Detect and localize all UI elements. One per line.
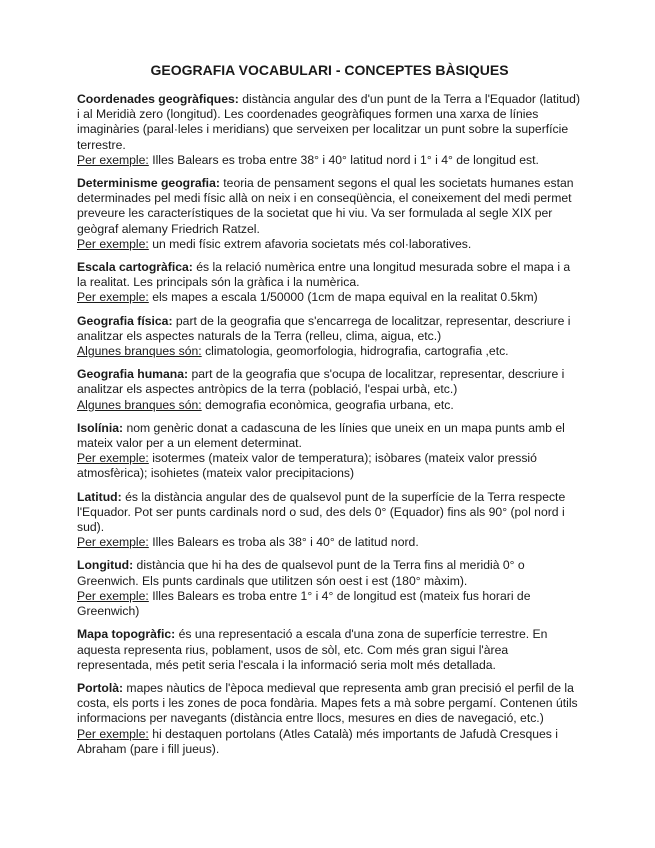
entry-term: Determinisme geografia:	[77, 176, 220, 191]
document-title: GEOGRAFIA VOCABULARI - CONCEPTES BÀSIQUES	[150, 62, 509, 78]
entry-term: Portolà:	[77, 680, 124, 695]
entry-definition-text: part de la geografia que s'ocupa de localitzar, representar, descriure i analitzar els aspectes antròpics de la terra (població, l'espai urbà, etc.)	[77, 367, 565, 397]
entry-example	[77, 344, 582, 359]
entry-definition	[77, 260, 582, 290]
entry-example	[77, 290, 582, 305]
entry-definition	[77, 558, 582, 588]
example-label: Per exemple:	[77, 588, 149, 603]
entry-term: Geografia física:	[77, 313, 173, 328]
example-text: demografia econòmica, geografia urbana, etc.	[201, 397, 454, 412]
example-label: Per exemple:	[77, 290, 149, 305]
entry-geografia-humana	[77, 367, 582, 413]
entry-list	[77, 92, 582, 757]
entry-term: Isolínia:	[77, 420, 124, 435]
entry-definition-text: mapes nàutics de l'època medieval que representa amb gran precisió el perfil de la costa, els ports i les zones de poca fondària. Mapes fets a mà sobre pergamí. Contenen útils informacions per navegants (distància entre llocs, mesures en dies de navegació, etc.)	[77, 680, 578, 726]
example-label: Algunes branques són:	[77, 344, 202, 359]
example-text: un medi físic extrem afavoria societats més col·laboratives.	[148, 236, 472, 251]
example-text: climatologia, geomorfologia, hidrografia, cartografia ,etc.	[201, 344, 509, 359]
entry-definition	[77, 627, 582, 673]
example-label: Per exemple:	[77, 726, 149, 741]
entry-definition-text: part de la geografia que s'encarrega de localitzar, representar, descriure i analitzar els aspectes naturals de la Terra (relleu, clima, aigua, etc.)	[77, 313, 571, 343]
entry-definition	[77, 681, 582, 727]
entry-definition-text: distància angular des d'un punt de la Terra a l'Equador (latitud) i al Meridià zero (longitud). Les coordenades geogràfiques formen una xarxa de línies imaginàries (paral·leles i meridians) que serveixen per localitzar un punt sobre la superfície terrestre.	[77, 92, 581, 152]
entry-definition-text: és la relació numèrica entre una longitud mesurada sobre el mapa i a la realitat. Les principals són la gràfica i la numèrica.	[77, 260, 571, 290]
entry-determinisme	[77, 176, 582, 252]
example-label: Algunes branques són:	[77, 397, 202, 412]
entry-term: Latitud:	[77, 489, 122, 504]
example-label: Per exemple:	[77, 451, 149, 466]
entry-example	[77, 589, 582, 619]
entry-definition	[77, 367, 582, 397]
entry-definition	[77, 92, 582, 153]
example-label: Per exemple:	[77, 535, 149, 550]
entry-isolinia	[77, 421, 582, 482]
entry-mapa-topografic	[77, 627, 582, 673]
entry-term: Geografia humana:	[77, 367, 189, 382]
entry-escala	[77, 260, 582, 306]
document-page	[77, 62, 582, 765]
entry-latitud	[77, 490, 582, 551]
entry-definition	[77, 314, 582, 344]
example-text: Illes Balears es troba entre 38° i 40° latitud nord i 1° i 4° de longitud est.	[148, 152, 539, 167]
entry-definition	[77, 490, 582, 536]
entry-definition-text: teoria de pensament segons el qual les societats humanes estan determinades pel medi físic allà on neix i en conseqüència, el coneixement del medi permet preveure les característiques de la societat que hi viu. Va ser formulada al segle XIX per geògraf alemany Friedrich Ratzel.	[77, 176, 574, 236]
entry-term: Escala cartogràfica:	[77, 260, 193, 275]
example-text: els mapes a escala 1/50000 (1cm de mapa equival en la realitat 0.5km)	[148, 290, 538, 305]
entry-definition	[77, 176, 582, 237]
example-label: Per exemple:	[77, 236, 149, 251]
entry-geografia-fisica	[77, 314, 582, 360]
example-text: hi destaquen portolans (Atles Català) més importants de Jafudà Cresques i Abraham (pare i fill jueus).	[77, 726, 558, 756]
entry-portola	[77, 681, 582, 757]
entry-example	[77, 727, 582, 757]
example-text: isotermes (mateix valor de temperatura); isòbares (mateix valor pressió atmosfèrica); isohietes (mateix valor precipitacions)	[77, 451, 537, 481]
entry-definition-text: és una representació a escala d'una zona de superfície terrestre. En aquesta representa rius, poblament, usos de sòl, etc. Com més gran sigui l'àrea representada, més petit seria l'escala i la informació seria molt més detallada.	[77, 627, 548, 672]
entry-example	[77, 398, 582, 413]
entry-example	[77, 451, 582, 481]
entry-term: Longitud:	[77, 558, 134, 573]
example-label: Per exemple:	[77, 152, 149, 167]
entry-definition-text: nom genèric donat a cadascuna de les línies que uneix en un mapa punts amb el mateix valor per a un element determinat.	[77, 420, 565, 451]
example-text: Illes Balears es troba als 38° i 40° de latitud nord.	[148, 535, 419, 550]
entry-term: Mapa topogràfic:	[77, 627, 176, 642]
entry-definition-text: és la distància angular des de qualsevol punt de la superfície de la Terra respecte l'Equador. Pot ser punts cardinals nord o sud, des dels 0° (Equador) fins als 90° (pol nord i sud).	[77, 489, 566, 535]
entry-term: Coordenades geogràfiques:	[77, 92, 239, 106]
entry-example	[77, 237, 582, 252]
entry-longitud	[77, 558, 582, 619]
entry-example	[77, 153, 582, 168]
example-text: Illes Balears es troba entre 1° i 4° de longitud est (mateix fus horari de Greenwich)	[77, 588, 531, 619]
entry-example	[77, 535, 582, 550]
entry-coordenades	[77, 92, 582, 168]
entry-definition-text: distància que hi ha des de qualsevol punt de la Terra fins al meridià 0° o Greenwich. Els punts cardinals que utilitzen són oest i est (180° màxim).	[77, 558, 525, 588]
entry-definition	[77, 421, 582, 451]
